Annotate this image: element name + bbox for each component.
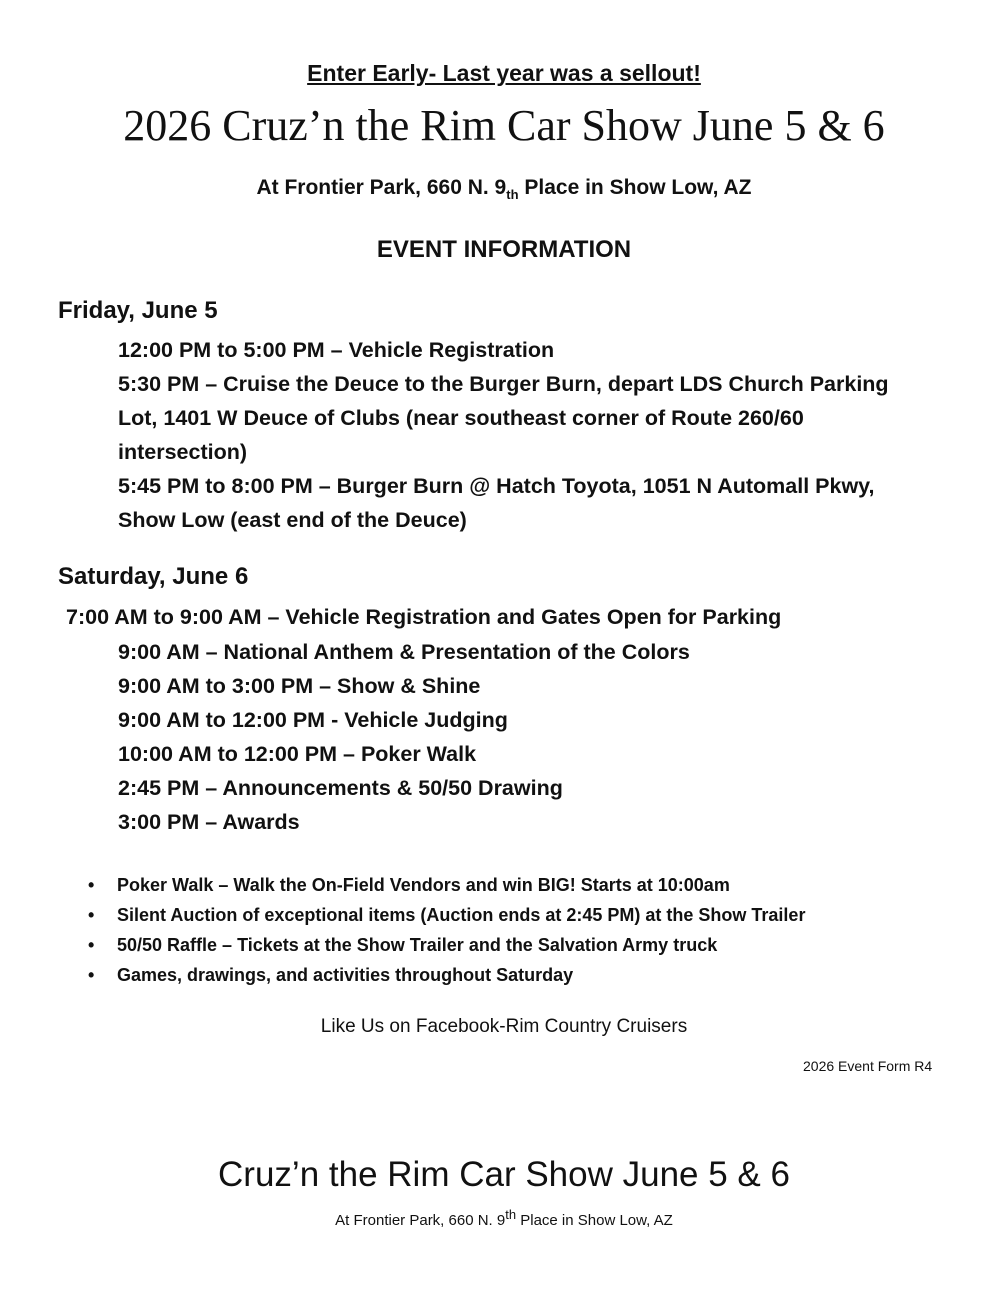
schedule-line: 5:45 PM to 8:00 PM – Burger Burn @ Hatch Toyota, 1051 N Automall Pkwy, — [118, 474, 875, 498]
activities-list — [88, 870, 805, 990]
page-title: 2026 Cruz’n the Rim Car Show June 5 & 6 — [123, 101, 885, 150]
list-item — [88, 900, 805, 930]
schedule-line: Show Low (east end of the Deuce) — [118, 508, 467, 532]
location-line — [0, 176, 1008, 202]
schedule-line: 9:00 AM to 12:00 PM - Vehicle Judging — [118, 708, 508, 732]
footer-location-pre: At Frontier Park, 660 N. 9 — [335, 1212, 506, 1229]
section-heading: EVENT INFORMATION — [376, 236, 632, 263]
list-item-text: 50/50 Raffle – Tickets at the Show Trailer and the Salvation Army truck — [117, 935, 718, 955]
saturday-heading: Saturday, June 6 — [58, 563, 249, 590]
location-post: Place in Show Low, AZ — [518, 176, 752, 199]
schedule-line: intersection) — [118, 440, 248, 464]
schedule-line: 3:00 PM – Awards — [118, 810, 300, 834]
list-item-text: Games, drawings, and activities throughout Saturday — [117, 965, 574, 985]
schedule-line: 10:00 AM to 12:00 PM – Poker Walk — [118, 742, 477, 766]
saturday-schedule — [118, 635, 690, 839]
footer-location-post: Place in Show Low, AZ — [516, 1212, 673, 1229]
location-ordinal: th — [506, 187, 519, 203]
friday-schedule — [118, 333, 889, 537]
bullet-dot: • — [88, 875, 95, 895]
schedule-line: 5:30 PM – Cruise the Deuce to the Burger Burn, depart LDS Church Parking — [118, 372, 889, 396]
schedule-line: 9:00 AM to 3:00 PM – Show & Shine — [118, 674, 481, 698]
tagline: Enter Early- Last year was a sellout! — [307, 60, 701, 86]
footer-title: Cruz’n the Rim Car Show June 5 & 6 — [218, 1155, 790, 1194]
schedule-line: 12:00 PM to 5:00 PM – Vehicle Registration — [118, 338, 555, 362]
footer-location-ordinal: th — [505, 1207, 517, 1222]
list-item-text: Poker Walk – Walk the On-Field Vendors and win BIG! Starts at 10:00am — [117, 875, 730, 895]
form-id: 2026 Event Form R4 — [803, 1058, 933, 1074]
schedule-line: 9:00 AM – National Anthem & Presentation of the Colors — [118, 640, 690, 664]
bullet-dot: • — [88, 935, 95, 955]
friday-heading: Friday, June 5 — [58, 297, 218, 324]
bullet-dot: • — [88, 905, 95, 925]
facebook-note: Like Us on Facebook-Rim Country Cruisers — [320, 1016, 688, 1037]
list-item — [88, 960, 805, 990]
location-pre: At Frontier Park, 660 N. 9 — [256, 176, 507, 199]
list-item — [88, 930, 805, 960]
list-item-text: Silent Auction of exceptional items (Auction ends at 2:45 PM) at the Show Trailer — [117, 905, 806, 925]
schedule-line: 2:45 PM – Announcements & 50/50 Drawing — [118, 776, 563, 800]
bullet-dot: • — [88, 965, 95, 985]
list-item — [88, 870, 805, 900]
schedule-line: Lot, 1401 W Deuce of Clubs (near southeast corner of Route 260/60 — [118, 406, 804, 430]
footer-location — [0, 1207, 1008, 1229]
saturday-first-line: 7:00 AM to 9:00 AM – Vehicle Registration and Gates Open for Parking — [66, 605, 782, 629]
